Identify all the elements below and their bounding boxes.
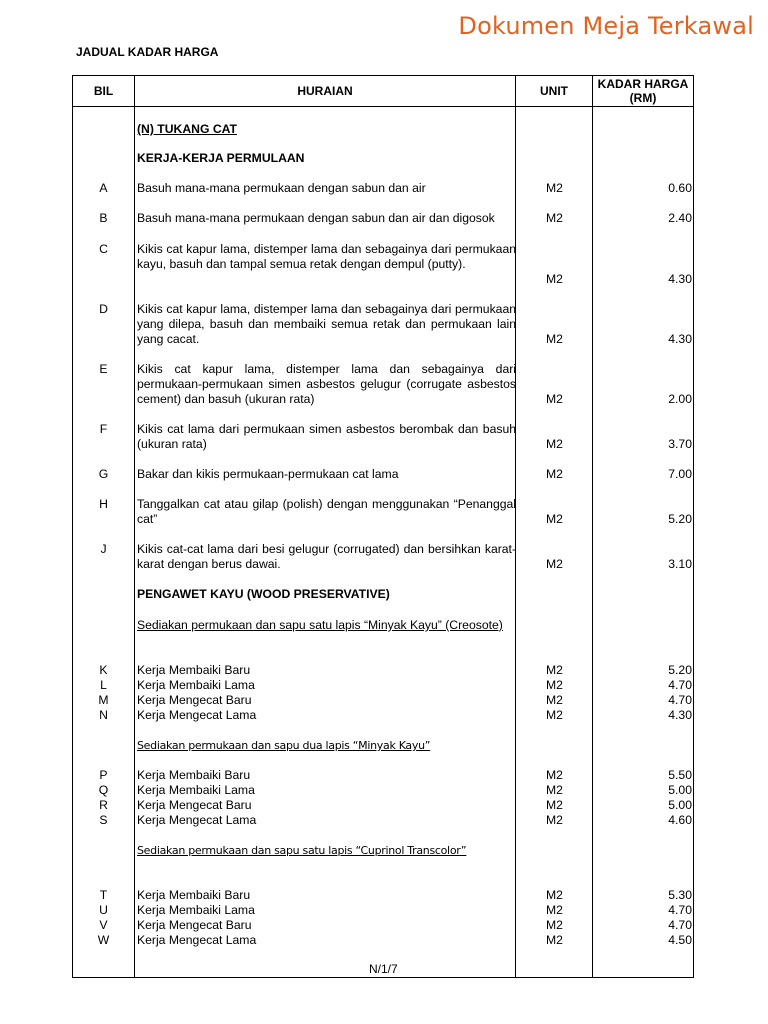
unit-cell: M2 bbox=[546, 678, 563, 692]
rate-cell: 5.20 bbox=[668, 512, 692, 526]
unit-cell: M2 bbox=[546, 437, 563, 451]
desc-cell: Kerja Membaiki Lama bbox=[137, 903, 255, 917]
rate-table bbox=[72, 75, 694, 978]
rate-cell: 4.70 bbox=[668, 678, 692, 692]
unit-cell: M2 bbox=[546, 903, 563, 917]
rate-cell: 0.60 bbox=[668, 181, 692, 195]
bil-cell: K bbox=[99, 663, 108, 677]
bil-cell: T bbox=[99, 888, 108, 902]
rate-cell: 5.30 bbox=[668, 888, 692, 902]
desc-cell: Kikis cat kapur lama, distemper lama dan sebagainya dari permukaan yang dilepa, basuh dan membaiki semua retak dan permukaan lain yang cacat. bbox=[137, 302, 516, 347]
desc-cell: Kerja Mengecat Lama bbox=[137, 933, 257, 947]
unit-cell: M2 bbox=[546, 933, 563, 947]
rate-cell: 5.00 bbox=[668, 798, 692, 812]
subsection-title: KERJA-KERJA PERMULAAN bbox=[137, 151, 305, 165]
rate-cell: 2.40 bbox=[668, 211, 692, 225]
document-title: JADUAL KADAR HARGA bbox=[76, 45, 219, 59]
desc-cell: Basuh mana-mana permukaan dengan sabun dan air dan digosok bbox=[137, 211, 495, 225]
group-title: Sediakan permukaan dan sapu satu lapis “Minyak Kayu” (Creosote) bbox=[137, 618, 503, 632]
watermark-text: Dokumen Meja Terkawal bbox=[458, 12, 754, 40]
unit-cell: M2 bbox=[546, 272, 563, 286]
desc-cell: Kerja Mengecat Baru bbox=[137, 798, 252, 812]
unit-cell: M2 bbox=[546, 708, 563, 722]
bil-cell: S bbox=[99, 813, 108, 827]
unit-cell: M2 bbox=[546, 663, 563, 677]
desc-cell: Kerja Membaiki Baru bbox=[137, 888, 251, 902]
rate-cell: 7.00 bbox=[668, 467, 692, 481]
header-bil: BIL bbox=[93, 84, 114, 98]
desc-cell: Kikis cat kapur lama, distemper lama dan sebagainya dari permukaan-permukaan simen asbestos gelugur (corrugate asbestos cement) dan basuh (ukuran rata) bbox=[137, 362, 516, 407]
rate-cell: 4.70 bbox=[668, 918, 692, 932]
bil-cell: D bbox=[99, 302, 108, 316]
unit-cell: M2 bbox=[546, 467, 563, 481]
unit-cell: M2 bbox=[546, 211, 563, 225]
rate-cell: 4.50 bbox=[668, 933, 692, 947]
bil-cell: A bbox=[99, 181, 108, 195]
desc-cell: Kerja Mengecat Baru bbox=[137, 693, 252, 707]
bil-cell: Q bbox=[98, 783, 109, 797]
desc-cell: Kerja Membaiki Lama bbox=[137, 783, 255, 797]
rate-cell: 4.30 bbox=[668, 332, 692, 346]
rate-cell: 4.70 bbox=[668, 903, 692, 917]
header-kadar-line1: KADAR HARGA bbox=[597, 77, 689, 91]
section-title: (N) TUKANG CAT bbox=[137, 122, 237, 136]
bil-cell: L bbox=[100, 678, 107, 692]
desc-cell: Tanggalkan cat atau gilap (polish) dengan menggunakan “Penanggal cat” bbox=[137, 497, 516, 527]
bil-cell: P bbox=[99, 768, 108, 782]
bil-cell: F bbox=[99, 422, 108, 436]
rate-cell: 5.00 bbox=[668, 783, 692, 797]
subsection-title: PENGAWET KAYU (WOOD PRESERVATIVE) bbox=[137, 587, 390, 601]
header-unit: UNIT bbox=[540, 84, 568, 98]
rate-cell: 4.30 bbox=[668, 272, 692, 286]
unit-cell: M2 bbox=[546, 693, 563, 707]
header-kadar-harga bbox=[593, 76, 693, 106]
unit-cell: M2 bbox=[546, 768, 563, 782]
header-kadar-line2: (RM) bbox=[629, 91, 657, 105]
bil-cell: N bbox=[99, 708, 108, 722]
rate-cell: 4.70 bbox=[668, 693, 692, 707]
desc-cell: Kikis cat kapur lama, distemper lama dan sebagainya dari permukaan kayu, basuh dan tampal semua retak dengan dempul (putty). bbox=[137, 242, 516, 272]
unit-cell: M2 bbox=[546, 783, 563, 797]
rate-cell: 5.50 bbox=[668, 768, 692, 782]
desc-cell: Kikis cat-cat lama dari besi gelugur (corrugated) dan bersihkan karat-karat dengan berus dawai. bbox=[137, 542, 516, 572]
rate-cell: 5.20 bbox=[668, 663, 692, 677]
unit-cell: M2 bbox=[546, 512, 563, 526]
rate-cell: 4.30 bbox=[668, 708, 692, 722]
unit-cell: M2 bbox=[546, 181, 563, 195]
header-huraian: HURAIAN bbox=[297, 84, 353, 98]
unit-cell: M2 bbox=[546, 392, 563, 406]
rate-cell: 2.00 bbox=[668, 392, 692, 406]
header-divider bbox=[73, 106, 693, 107]
desc-cell: Kerja Mengecat Baru bbox=[137, 918, 252, 932]
group-title: Sediakan permukaan dan sapu satu lapis “Cuprinol Transcolor” bbox=[137, 844, 467, 857]
unit-cell: M2 bbox=[546, 888, 563, 902]
rate-cell: 4.60 bbox=[668, 813, 692, 827]
desc-cell: Kerja Mengecat Lama bbox=[137, 708, 257, 722]
desc-cell: Kikis cat lama dari permukaan simen asbestos berombak dan basuh (ukuran rata) bbox=[137, 422, 516, 452]
rate-cell: 3.10 bbox=[668, 557, 692, 571]
desc-cell: Bakar dan kikis permukaan-permukaan cat lama bbox=[137, 467, 399, 481]
rate-cell: 3.70 bbox=[668, 437, 692, 451]
unit-cell: M2 bbox=[546, 918, 563, 932]
bil-cell: C bbox=[99, 242, 108, 256]
group-title: Sediakan permukaan dan sapu dua lapis “Minyak Kayu” bbox=[137, 739, 431, 752]
desc-cell: Basuh mana-mana permukaan dengan sabun dan air bbox=[137, 181, 426, 195]
bil-cell: W bbox=[97, 933, 110, 947]
bil-cell: M bbox=[98, 693, 109, 707]
bil-cell: H bbox=[99, 497, 108, 511]
unit-cell: M2 bbox=[546, 332, 563, 346]
page-number: N/1/7 bbox=[369, 962, 398, 976]
unit-cell: M2 bbox=[546, 813, 563, 827]
unit-cell: M2 bbox=[546, 557, 563, 571]
bil-cell: U bbox=[99, 903, 108, 917]
bil-cell: J bbox=[100, 542, 107, 556]
bil-cell: G bbox=[98, 467, 109, 481]
desc-cell: Kerja Mengecat Lama bbox=[137, 813, 257, 827]
desc-cell: Kerja Membaiki Baru bbox=[137, 768, 251, 782]
column-divider bbox=[134, 76, 135, 977]
bil-cell: V bbox=[99, 918, 108, 932]
desc-cell: Kerja Membaiki Baru bbox=[137, 663, 251, 677]
bil-cell: E bbox=[99, 362, 108, 376]
desc-cell: Kerja Membaiki Lama bbox=[137, 678, 255, 692]
bil-cell: R bbox=[99, 798, 108, 812]
bil-cell: B bbox=[99, 211, 108, 225]
unit-cell: M2 bbox=[546, 798, 563, 812]
